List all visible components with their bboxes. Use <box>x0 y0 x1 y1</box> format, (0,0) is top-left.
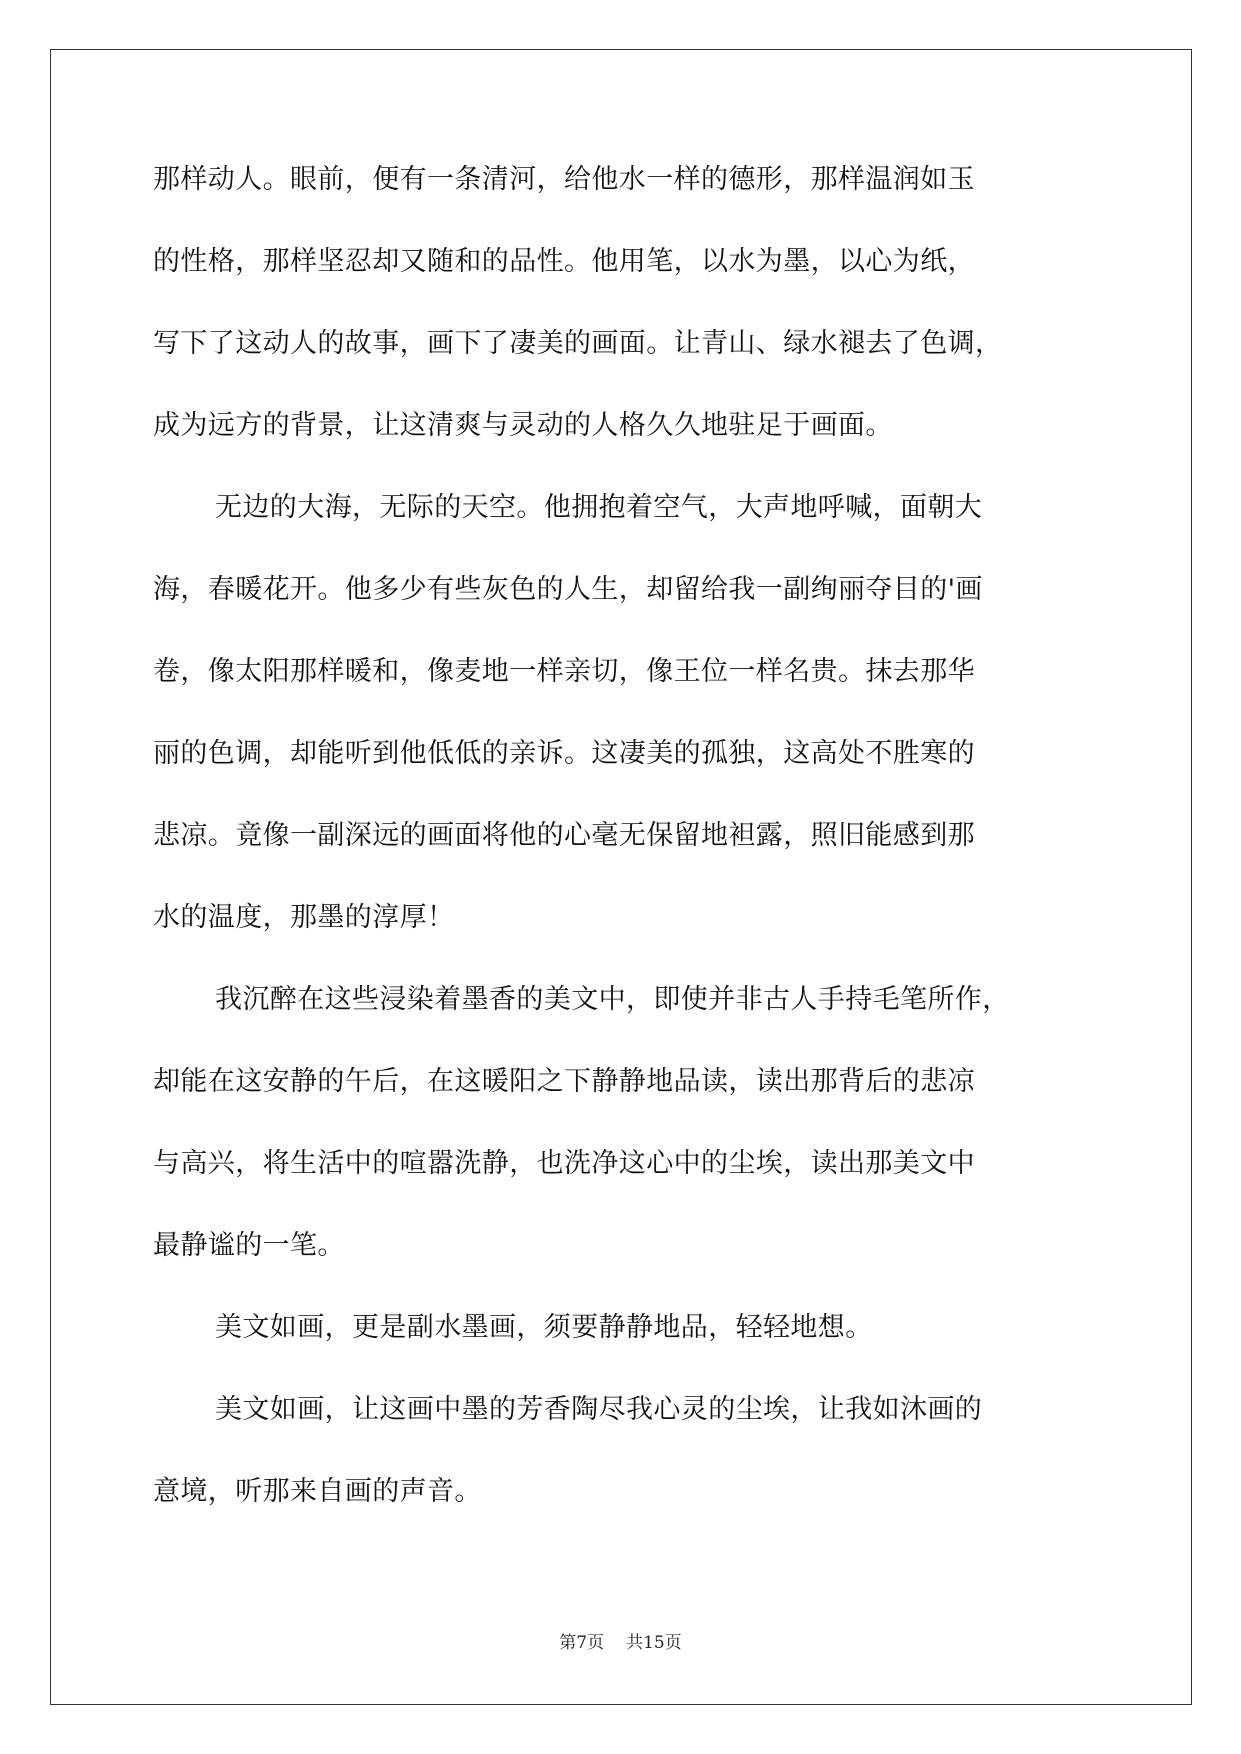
document-body <box>153 166 1093 1560</box>
text-line: 无边的大海，无际的天空。他拥抱着空气，大声地呼喊，面朝大 <box>215 492 983 523</box>
text-line: 成为远方的背景，让这清爽与灵动的人格久久地驻足于画面。 <box>153 410 893 441</box>
text-line: 美文如画，让这画中墨的芳香陶尽我心灵的尘埃，让我如沐画的 <box>215 1394 983 1425</box>
text-line: 与高兴，将生活中的喧嚣洗静，也洗净这心中的尘埃，读出那美文中 <box>153 1148 975 1179</box>
text-line: 丽的色调，却能听到他低低的亲诉。这凄美的孤独，这高处不胜寒的 <box>153 738 975 769</box>
text-line: 海，春暖花开。他多少有些灰色的人生，却留给我一副绚丽夺目的'画 <box>153 574 983 605</box>
text-line: 那样动人。眼前，便有一条清河，给他水一样的德形，那样温润如玉 <box>153 164 975 195</box>
page-number-total: 共15页 <box>626 1633 682 1653</box>
text-line: 美文如画，更是副水墨画，须要静静地品，轻轻地想。 <box>215 1312 873 1343</box>
text-line: 水的温度，那墨的淳厚！ <box>153 902 455 933</box>
text-line: 卷，像太阳那样暖和，像麦地一样亲切，像王位一样名贵。抹去那华 <box>153 656 975 687</box>
page-footer <box>0 1628 1241 1653</box>
text-line: 意境，听那来自画的声音。 <box>153 1476 482 1507</box>
text-line: 最静谧的一笔。 <box>153 1230 345 1261</box>
text-line: 悲凉。竟像一副深远的画面将他的心毫无保留地袒露，照旧能感到那 <box>153 820 975 851</box>
text-line: 写下了这动人的故事，画下了凄美的画面。让青山、绿水褪去了色调， <box>153 328 1003 359</box>
text-line: 我沉醉在这些浸染着墨香的美文中，即使并非古人手持毛笔所作， <box>215 984 1010 1015</box>
page-number-current: 第7页 <box>559 1633 605 1653</box>
text-line: 的性格，那样坚忍却又随和的品性。他用笔，以水为墨，以心为纸， <box>153 246 975 277</box>
text-line: 却能在这安静的午后，在这暖阳之下静静地品读，读出那背后的悲凉 <box>153 1066 975 1097</box>
